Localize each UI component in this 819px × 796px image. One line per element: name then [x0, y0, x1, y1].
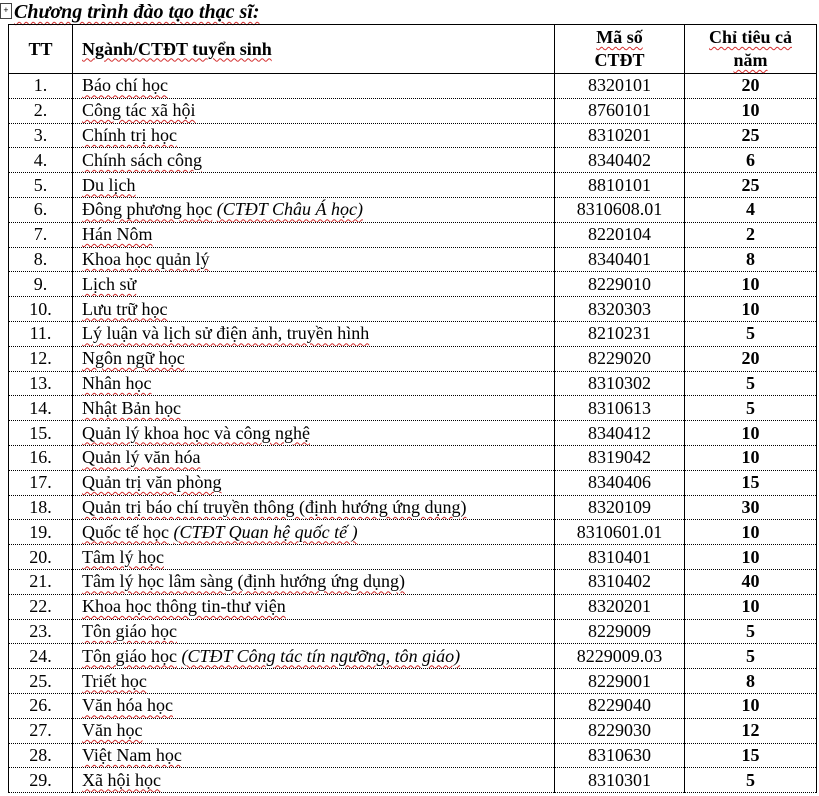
program-quota: 10: [685, 297, 817, 322]
program-name: Quản trị báo chí truyền thông (định hướng ứng dụng): [82, 496, 467, 517]
table-row: [9, 669, 817, 694]
program-name: Tâm lý học: [82, 546, 164, 567]
program-cell: [73, 297, 555, 322]
program-quota: 5: [685, 396, 817, 421]
row-number: 19.: [9, 520, 73, 545]
table-row: [9, 371, 817, 396]
program-quota: 5: [685, 644, 817, 669]
program-code: 8229009.03: [555, 644, 685, 669]
program-code: 8310630: [555, 743, 685, 768]
header-quota: [685, 25, 817, 74]
program-quota: 5: [685, 619, 817, 644]
program-quota: 8: [685, 247, 817, 272]
program-name: Khoa học thông tin-thư viện: [82, 596, 286, 617]
header-code: [555, 25, 685, 74]
row-number: 2.: [9, 98, 73, 123]
program-name: Công tác xã hội: [82, 100, 196, 121]
program-name: Lưu trữ học: [82, 298, 168, 319]
table-row: [9, 569, 817, 594]
program-quota: 40: [685, 569, 817, 594]
table-row: [9, 644, 817, 669]
program-code: 8229009: [555, 619, 685, 644]
program-quota: 30: [685, 495, 817, 520]
program-quota: 15: [685, 743, 817, 768]
program-code: 8229010: [555, 272, 685, 297]
row-number: 18.: [9, 495, 73, 520]
program-quota: 5: [685, 768, 817, 793]
program-name: Xã hội học: [82, 769, 161, 790]
program-name: Nhật Bản học: [82, 397, 181, 418]
program-cell: [73, 371, 555, 396]
row-number: 1.: [9, 74, 73, 99]
header-row: [9, 25, 817, 74]
table-row: [9, 421, 817, 446]
table-row: [9, 619, 817, 644]
program-code: 8320201: [555, 594, 685, 619]
table-row: [9, 148, 817, 173]
program-cell: [73, 396, 555, 421]
row-number: 24.: [9, 644, 73, 669]
program-code: 8320303: [555, 297, 685, 322]
heading-text: Chương trình đào tạo thạc sĩ:: [14, 1, 260, 23]
program-cell: [73, 222, 555, 247]
program-note: (CTĐT Châu Á học): [216, 199, 363, 220]
program-quota: 10: [685, 421, 817, 446]
program-cell: [73, 247, 555, 272]
program-name: Khoa học quản lý: [82, 248, 210, 269]
program-name: Chính sách công: [82, 149, 202, 170]
program-cell: [73, 173, 555, 198]
table-row: [9, 272, 817, 297]
program-cell: [73, 520, 555, 545]
program-quota: 12: [685, 718, 817, 743]
program-code: 8229030: [555, 718, 685, 743]
program-name: Triết học: [82, 670, 147, 691]
table-row: [9, 718, 817, 743]
table-row: [9, 594, 817, 619]
program-name: Lý luận và lịch sử điện ảnh, truyền hình: [82, 323, 370, 344]
table-row: [9, 445, 817, 470]
table-row: [9, 297, 817, 322]
program-quota: 6: [685, 148, 817, 173]
program-code: 8310601.01: [555, 520, 685, 545]
program-cell: [73, 669, 555, 694]
row-number: 22.: [9, 594, 73, 619]
program-name: Báo chí học: [82, 75, 168, 96]
program-cell: [73, 644, 555, 669]
program-code: 8319042: [555, 445, 685, 470]
table-row: [9, 321, 817, 346]
program-code: 8220104: [555, 222, 685, 247]
program-cell: [73, 693, 555, 718]
header-quota-line2: năm: [733, 50, 768, 70]
program-cell: [73, 619, 555, 644]
program-code: 8310401: [555, 545, 685, 570]
program-name: Hán Nôm: [82, 224, 153, 245]
program-table: [8, 24, 817, 793]
program-quota: 10: [685, 98, 817, 123]
program-cell: [73, 768, 555, 793]
program-name: Chính trị học: [82, 124, 177, 145]
program-cell: [73, 421, 555, 446]
table-row: [9, 743, 817, 768]
program-cell: [73, 594, 555, 619]
program-name: Lịch sử: [82, 273, 137, 294]
row-number: 9.: [9, 272, 73, 297]
program-quota: 8: [685, 669, 817, 694]
program-cell: [73, 321, 555, 346]
program-quota: 2: [685, 222, 817, 247]
program-code: 8310402: [555, 569, 685, 594]
table-row: [9, 123, 817, 148]
table-row: [9, 222, 817, 247]
program-code: 8320101: [555, 74, 685, 99]
program-cell: [73, 743, 555, 768]
program-name: Tâm lý học lâm sàng (định hướng ứng dụng): [82, 571, 405, 592]
program-name: Quản trị văn phòng: [82, 472, 222, 493]
row-number: 14.: [9, 396, 73, 421]
program-code: 8310613: [555, 396, 685, 421]
row-number: 27.: [9, 718, 73, 743]
table-row: [9, 545, 817, 570]
program-code: 8210231: [555, 321, 685, 346]
row-number: 16.: [9, 445, 73, 470]
row-number: 17.: [9, 470, 73, 495]
program-quota: 4: [685, 197, 817, 222]
row-number: 8.: [9, 247, 73, 272]
header-program: [73, 25, 555, 74]
row-number: 11.: [9, 321, 73, 346]
program-cell: [73, 123, 555, 148]
table-row: [9, 247, 817, 272]
program-code: 8760101: [555, 98, 685, 123]
row-number: 13.: [9, 371, 73, 396]
program-quota: 20: [685, 74, 817, 99]
row-number: 21.: [9, 569, 73, 594]
program-cell: [73, 718, 555, 743]
header-program-label: Ngành/CTĐT tuyển sinh: [82, 38, 272, 59]
table-row: [9, 768, 817, 793]
program-name: Tôn giáo học: [82, 645, 177, 666]
program-code: 8310301: [555, 768, 685, 793]
program-cell: [73, 98, 555, 123]
row-number: 4.: [9, 148, 73, 173]
table-row: [9, 693, 817, 718]
program-quota: 10: [685, 545, 817, 570]
program-name: Quản lý văn hóa: [82, 447, 201, 468]
section-heading: [0, 0, 260, 24]
program-name: Văn học: [82, 720, 143, 741]
program-code: 8310201: [555, 123, 685, 148]
header-tt: TT: [9, 25, 73, 74]
program-quota: 10: [685, 594, 817, 619]
program-quota: 20: [685, 346, 817, 371]
program-name: Văn hóa học: [82, 695, 173, 716]
row-number: 28.: [9, 743, 73, 768]
program-quota: 10: [685, 693, 817, 718]
program-code: 8340401: [555, 247, 685, 272]
row-number: 5.: [9, 173, 73, 198]
program-cell: [73, 545, 555, 570]
row-number: 3.: [9, 123, 73, 148]
program-quota: 10: [685, 445, 817, 470]
program-code: 8229001: [555, 669, 685, 694]
header-code-line2: CTĐT: [594, 50, 645, 70]
row-number: 20.: [9, 545, 73, 570]
row-number: 12.: [9, 346, 73, 371]
program-quota: 5: [685, 371, 817, 396]
program-code: 8310608.01: [555, 197, 685, 222]
program-quota: 5: [685, 321, 817, 346]
table-row: [9, 346, 817, 371]
program-cell: [73, 272, 555, 297]
table-row: [9, 495, 817, 520]
table-row: [9, 396, 817, 421]
row-number: 26.: [9, 693, 73, 718]
program-name: Quản lý khoa học và công nghệ: [82, 422, 310, 443]
program-cell: [73, 470, 555, 495]
row-number: 10.: [9, 297, 73, 322]
program-code: 8320109: [555, 495, 685, 520]
program-quota: 10: [685, 520, 817, 545]
program-note: (CTĐT Quan hệ quốc tế ): [173, 521, 358, 542]
table-move-handle-icon[interactable]: +: [0, 3, 12, 19]
row-number: 29.: [9, 768, 73, 793]
program-quota: 15: [685, 470, 817, 495]
program-quota: 25: [685, 173, 817, 198]
table-row: [9, 173, 817, 198]
program-cell: [73, 197, 555, 222]
program-cell: [73, 445, 555, 470]
header-quota-line1: Chỉ tiêu cả: [709, 27, 792, 47]
program-name: Du lịch: [82, 174, 136, 195]
row-number: 25.: [9, 669, 73, 694]
table-row: [9, 470, 817, 495]
program-code: 8340412: [555, 421, 685, 446]
program-note: (CTĐT Công tác tín ngưỡng, tôn giáo): [181, 645, 461, 666]
program-name: Đông phương học: [82, 199, 213, 220]
table-row: [9, 197, 817, 222]
row-number: 23.: [9, 619, 73, 644]
program-code: 8340402: [555, 148, 685, 173]
program-name: Nhân học: [82, 372, 152, 393]
program-name: Tôn giáo học: [82, 620, 177, 641]
program-cell: [73, 495, 555, 520]
program-cell: [73, 569, 555, 594]
program-cell: [73, 346, 555, 371]
row-number: 15.: [9, 421, 73, 446]
table-row: [9, 98, 817, 123]
program-quota: 10: [685, 272, 817, 297]
program-code: 8310302: [555, 371, 685, 396]
program-quota: 25: [685, 123, 817, 148]
program-code: 8340406: [555, 470, 685, 495]
program-code: 8229020: [555, 346, 685, 371]
program-name: Quốc tế học: [82, 521, 169, 542]
table-row: [9, 74, 817, 99]
program-name: Việt Nam học: [82, 744, 182, 765]
header-code-line1: Mã số: [596, 27, 643, 47]
program-code: 8810101: [555, 173, 685, 198]
program-cell: [73, 148, 555, 173]
row-number: 7.: [9, 222, 73, 247]
row-number: 6.: [9, 197, 73, 222]
program-name: Ngôn ngữ học: [82, 348, 185, 369]
table-row: [9, 520, 817, 545]
program-code: 8229040: [555, 693, 685, 718]
program-cell: [73, 74, 555, 99]
